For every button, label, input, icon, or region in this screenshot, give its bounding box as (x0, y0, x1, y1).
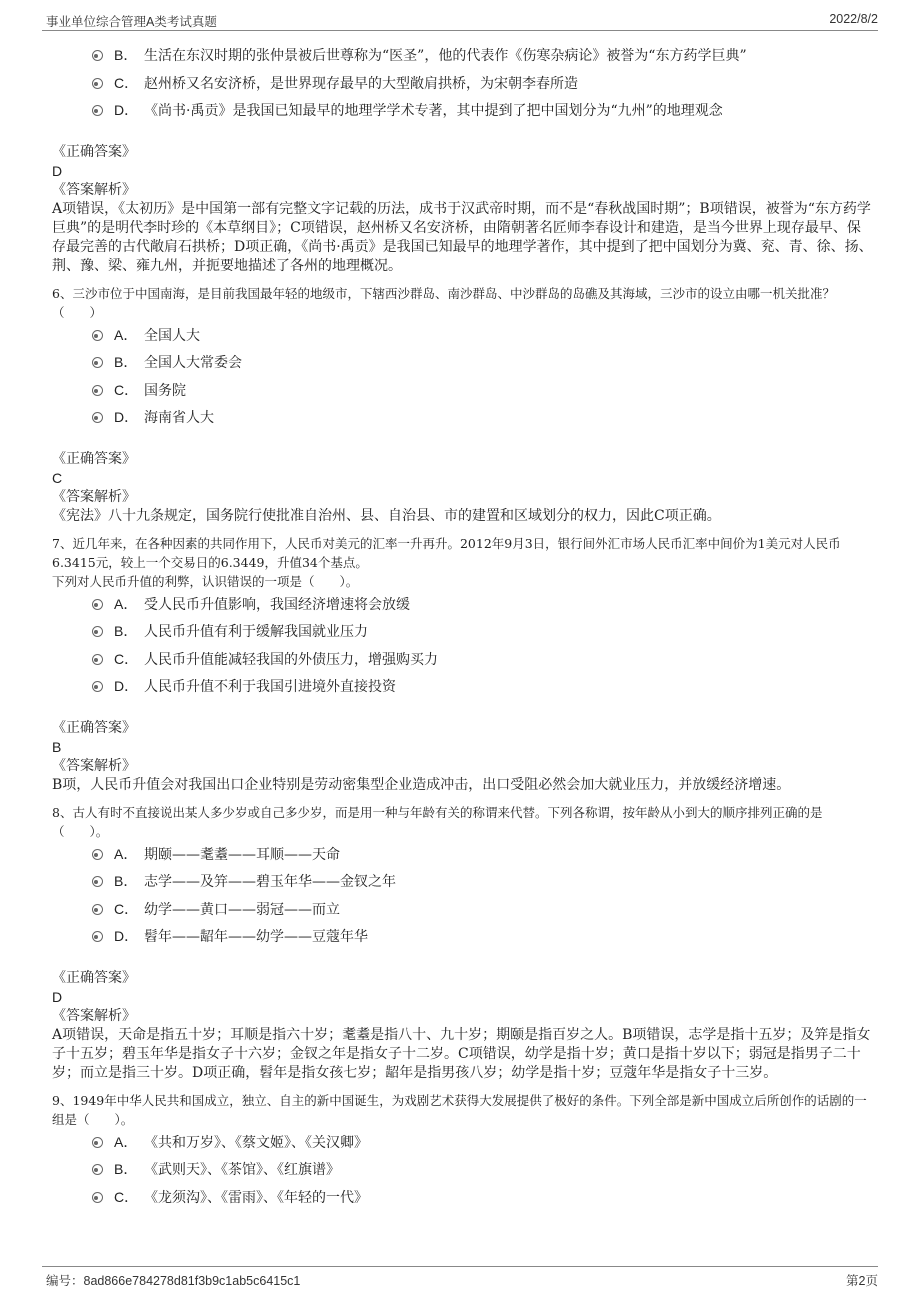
header-divider (42, 30, 878, 31)
radio-icon[interactable] (92, 681, 103, 692)
document-title: 事业单位综合管理A类考试真题 (46, 15, 217, 29)
option-7-c[interactable]: C． 人民币升值能减轻我国的外债压力，增强购买力 (52, 646, 874, 674)
option-7-b[interactable]: B． 人民币升值有利于缓解我国就业压力 (52, 618, 874, 646)
answer-value: C (52, 469, 63, 486)
option-5-d[interactable]: D． 《尚书·禹贡》是我国已知最早的地理学学术专著，其中提到了把中国划分为“九州”的地理观念 (52, 97, 874, 125)
answer-value: D (52, 162, 63, 179)
option-7-a[interactable]: A． 受人民币升值影响，我国经济增速将会放缓 (52, 591, 874, 619)
option-6-d[interactable]: D． 海南省人大 (52, 404, 874, 432)
header-date: 2022/8/2 (829, 12, 878, 26)
radio-icon[interactable] (92, 904, 103, 915)
footer-divider (42, 1266, 878, 1267)
radio-icon[interactable] (92, 78, 103, 89)
option-8-c[interactable]: C． 幼学——黄口——弱冠——而立 (52, 896, 874, 924)
option-9-c[interactable]: C． 《龙须沟》、《雷雨》、《年轻的一代》 (52, 1184, 874, 1212)
radio-icon[interactable] (92, 357, 103, 368)
question-7 (52, 534, 874, 795)
question-stem: 7、近几年来，在各种因素的共同作用下，人民币对美元的汇率一升再升。2012年9月3日，银行间外汇市场人民币汇率中间价为1美元对人民币6.3415元，较上一个交易日的6.3449，升值34个基点。 (52, 535, 841, 570)
exam-content (52, 42, 874, 1211)
option-8-b[interactable]: B． 志学——及笄——碧玉年华——金钗之年 (52, 868, 874, 896)
answer-label: 《正确答案》 (52, 450, 136, 467)
radio-icon[interactable] (92, 1164, 103, 1175)
answer-label: 《正确答案》 (52, 143, 136, 160)
question-stem: 6、三沙市位于中国南海，是目前我国最年轻的地级市，下辖西沙群岛、南沙群岛、中沙群岛的岛礁及其海域，三沙市的设立由哪一机关批准？（ ） (52, 285, 835, 320)
analysis-label: 《答案解析》 (52, 1007, 136, 1024)
radio-icon[interactable] (92, 50, 103, 61)
analysis-text: B项，人民币升值会对我国出口企业特别是劳动密集型企业造成冲击，出口受阻必然会加大就业压力，并放缓经济增速。 (52, 776, 791, 793)
radio-icon[interactable] (92, 599, 103, 610)
page-header (46, 12, 878, 30)
radio-icon[interactable] (92, 876, 103, 887)
analysis-text: 《宪法》八十九条规定，国务院行使批准自治州、县、自治县、市的建置和区域划分的权力，因此C项正确。 (52, 507, 721, 524)
radio-icon[interactable] (92, 1137, 103, 1148)
analysis-label: 《答案解析》 (52, 488, 136, 505)
page-footer (46, 1271, 878, 1289)
radio-icon[interactable] (92, 849, 103, 860)
analysis-label: 《答案解析》 (52, 181, 136, 198)
question-stem: 8、古人有时不直接说出某人多少岁或自己多少岁，而是用一种与年龄有关的称谓来代替。下列各称谓，按年龄从小到大的顺序排列正确的是（ ）。 (52, 804, 823, 839)
radio-icon[interactable] (92, 931, 103, 942)
answer-value: D (52, 988, 63, 1005)
option-6-b[interactable]: B． 全国人大常委会 (52, 349, 874, 377)
option-7-d[interactable]: D． 人民币升值不利于我国引进境外直接投资 (52, 673, 874, 701)
radio-icon[interactable] (92, 385, 103, 396)
option-5-c[interactable]: C． 赵州桥又名安济桥，是世界现存最早的大型敞肩拱桥，为宋朝李春所造 (52, 70, 874, 98)
radio-icon[interactable] (92, 330, 103, 341)
option-6-c[interactable]: C． 国务院 (52, 377, 874, 405)
question-8 (52, 803, 874, 1083)
answer-label: 《正确答案》 (52, 969, 136, 986)
radio-icon[interactable] (92, 105, 103, 116)
option-8-d[interactable]: D． 髫年——龆年——幼学——豆蔻年华 (52, 923, 874, 951)
radio-icon[interactable] (92, 626, 103, 637)
analysis-text: A项错误，天命是指五十岁；耳顺是指六十岁；耄耋是指八十、九十岁；期颐是指百岁之人。B项错误，志学是指十五岁；及笄是指女子十五岁；碧玉年华是指女子十六岁；金钗之年是指女子十二岁。C项错误，幼学是指十岁；黄口是指十岁以下；弱冠是指男子二十岁；而立是指三十岁。D项正确，髫年是指女孩七岁；龆年是指男孩八岁；幼学是指十岁；豆蔻年华是指女子十三岁。 (52, 1026, 871, 1081)
option-9-a[interactable]: A． 《共和万岁》、《蔡文姬》、《关汉卿》 (52, 1129, 874, 1157)
radio-icon[interactable] (92, 412, 103, 423)
answer-label: 《正确答案》 (52, 719, 136, 736)
question-5 (52, 42, 874, 276)
question-stem: 9、1949年中华人民共和国成立，独立、自主的新中国诞生，为戏剧艺术获得大发展提供了极好的条件。下列全部是新中国成立后所创作的话剧的一组是（ ）。 (52, 1092, 867, 1127)
option-8-a[interactable]: A． 期颐——耄耋——耳顺——天命 (52, 841, 874, 869)
question-6 (52, 284, 874, 526)
option-9-b[interactable]: B． 《武则天》、《茶馆》、《红旗谱》 (52, 1156, 874, 1184)
document-id: 编号：8ad866e784278d81f3b9c1ab5c6415c1 (46, 1274, 301, 1288)
question-9 (52, 1091, 874, 1212)
question-prompt: 下列对人民币升值的利弊，认识错误的一项是（ ）。 (52, 573, 359, 589)
radio-icon[interactable] (92, 654, 103, 665)
radio-icon[interactable] (92, 1192, 103, 1203)
option-5-b[interactable]: B． 生活在东汉时期的张仲景被后世尊称为“医圣”，他的代表作《伤寒杂病论》被誉为“东方药学巨典” (52, 42, 874, 70)
answer-value: B (52, 738, 62, 755)
analysis-text: A项错误，《太初历》是中国第一部有完整文字记载的历法，成书于汉武帝时期，而不是“春秋战国时期”；B项错误，被誉为“东方药学巨典”的是明代李时珍的《本草纲目》；C项错误，赵州桥又名安济桥，由隋朝著名匠师李春设计和建造，是当今世界上现存最早、保存最完善的古代敞肩石拱桥；D项正确，《尚书·禹贡》是我国已知最早的地理学著作，其中提到了把中国划分为冀、兖、青、徐、扬、荆、豫、梁、雍九州，并扼要地描述了各州的地理概况。 (52, 200, 873, 274)
analysis-label: 《答案解析》 (52, 757, 136, 774)
page-number: 第2页 (846, 1274, 878, 1288)
option-6-a[interactable]: A． 全国人大 (52, 322, 874, 350)
